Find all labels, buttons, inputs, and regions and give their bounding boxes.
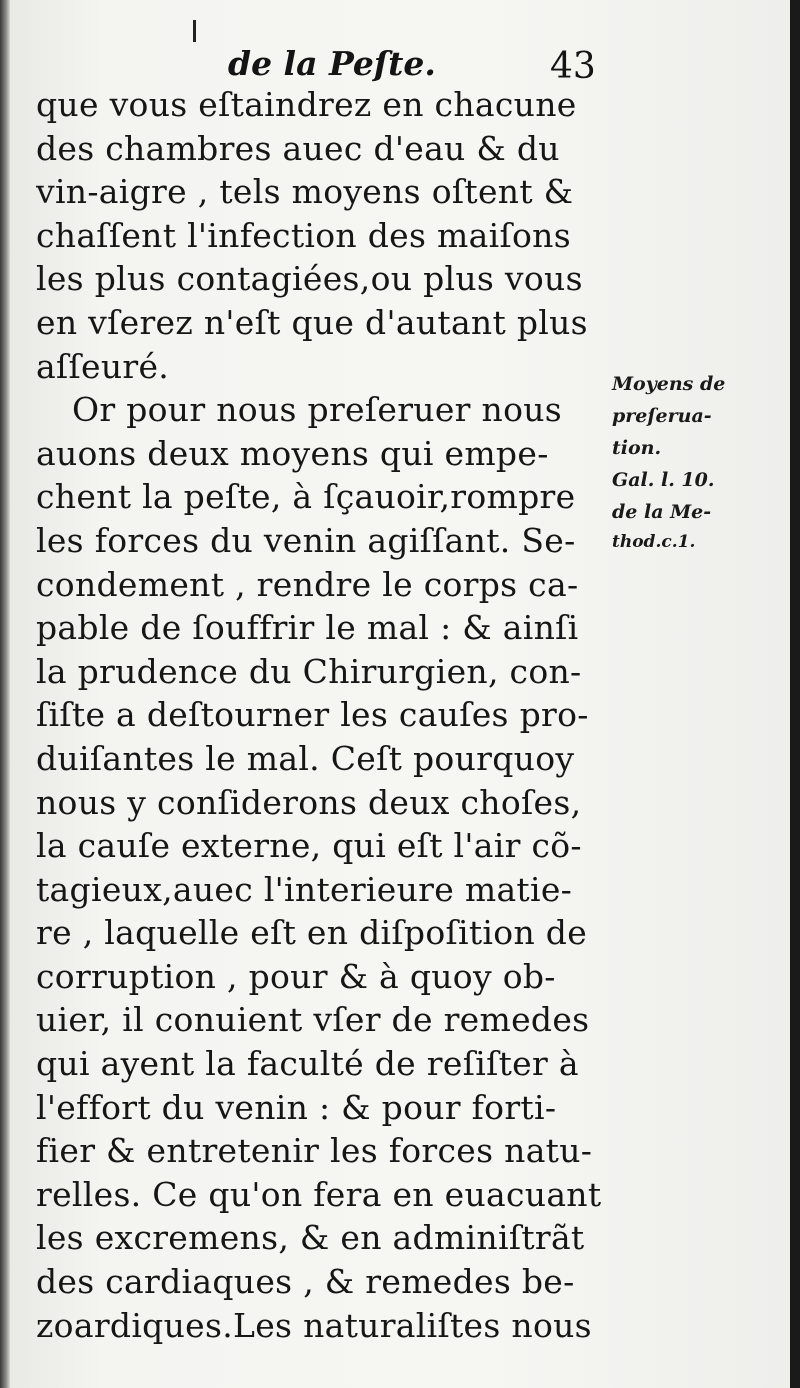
margin-note-line: tion. [612, 437, 662, 459]
text-line: relles. Ce qu'on fera en euacuant [36, 1174, 602, 1214]
text-line: corruption , pour & à quoy ob- [36, 956, 556, 996]
margin-note-line: preſerua- [612, 405, 712, 427]
text-line: des chambres auec d'eau & du [36, 128, 560, 168]
text-line: la cauſe externe, qui eſt l'air cõ- [36, 826, 582, 866]
margin-notes [612, 368, 790, 556]
text-line: des cardiaques , & remedes be- [36, 1262, 575, 1302]
text-line: uier, il conuient vſer de remedes [36, 1000, 590, 1040]
text-line: que vous eſtaindrez en chacune [36, 85, 577, 124]
margin-note-line: de la Me- [612, 501, 712, 523]
text-line: vin-aigre , tels moyens oſtent & [36, 172, 574, 212]
text-line: chent la peſte, à ſçauoir,rompre [36, 477, 576, 517]
text-line: la prudence du Chirurgien, con- [36, 651, 582, 691]
text-line: les excremens, & en adminiſtrãt [36, 1218, 585, 1258]
text-line: qui ayent la faculté de reſiſter à [36, 1044, 579, 1084]
text-line: re , laquelle eſt en diſpoſition de [36, 913, 588, 953]
book-page [10, 0, 790, 1388]
text-line: chaſſent l'infection des maiſons [36, 215, 571, 255]
text-line: en vſerez n'eſt que d'autant plus [36, 302, 588, 342]
text-line: ſiſte a deſtourner les cauſes pro- [36, 695, 589, 735]
running-title: de la Peſte. [228, 44, 436, 83]
text-line: auons deux moyens qui empe- [36, 433, 549, 473]
paragraph-start-line: Or pour nous preſeruer nous [72, 390, 563, 430]
margin-note-line: Gal. l. 10. [612, 469, 715, 491]
margin-note-line: thod.c.1. [612, 532, 696, 552]
text-line: les plus contagiées,ou plus vous [36, 259, 583, 299]
text-line: pable de ſouffrir le mal : & ainſi [36, 608, 579, 648]
text-line: zoardiques.Les naturaliſtes nous [36, 1305, 592, 1345]
text-line: tagieux,auec l'interieure matie- [36, 869, 573, 909]
page-edge-shadow [0, 0, 10, 1388]
text-line: les forces du venin agiſſant. Se- [36, 520, 576, 560]
margin-note-line: Moyens de [612, 373, 726, 395]
body-text [36, 83, 616, 1347]
text-line: fier & entretenir les forces natu- [36, 1131, 593, 1171]
printer-mark [193, 20, 196, 42]
text-line: condement , rendre le corps ca- [36, 564, 579, 604]
text-line: aſſeuré. [36, 346, 170, 386]
page-number: 43 [550, 46, 596, 87]
text-line: nous y conſiderons deux choſes, [36, 782, 582, 822]
text-line: l'effort du venin : & pour forti- [36, 1087, 557, 1127]
text-line: duiſantes le mal. Ceſt pourquoy [36, 738, 575, 778]
